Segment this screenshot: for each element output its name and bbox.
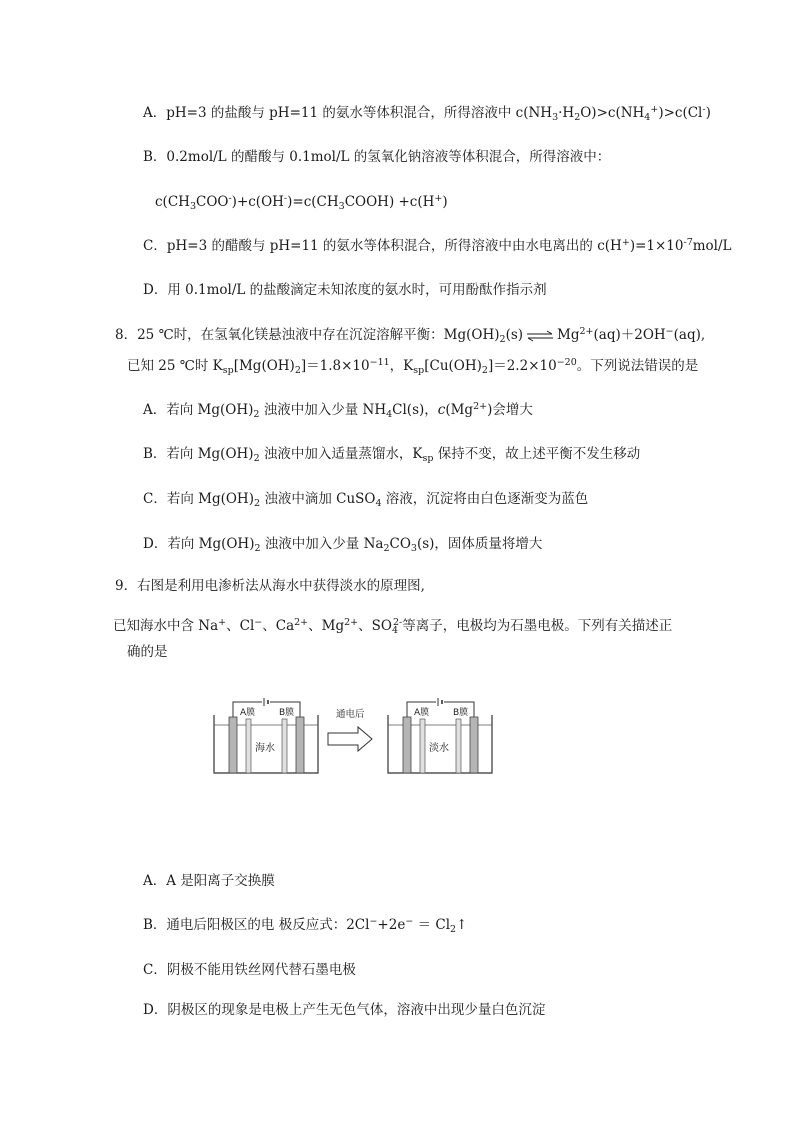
right-liquid-label: 淡水: [429, 743, 449, 754]
electrodialysis-diagram: [210, 695, 510, 779]
right-tank: [388, 698, 492, 773]
q7-option-b: B．0.2mol/L 的醋酸与 0.1mol/L 的氢氧化钠溶液等体积混合，所得溶液中：: [143, 149, 611, 165]
q8-stem-line2: 已知 25 ℃时 $K_{sp}[Mg(OH)_2]=1.8\times 10^{-11}$，$K_{sp}[Cu(OH)_2]=2.2\times 10^{-20}$。下列说法错误的是: [127, 357, 699, 376]
q9-option-d: D．阴极区的现象是电极上产生无色气体，溶液中出现少量白色沉淀: [143, 1002, 546, 1018]
arrow-label: 通电后: [336, 709, 365, 720]
left-membrane-b-label: B膜: [279, 708, 295, 718]
q7-option-b-equation: $c(CH_3COO^-)+c(OH^-)=c(CH_3COOH) +c(H^+)$: [155, 193, 448, 212]
left-membrane-a-label: A膜: [240, 708, 256, 718]
right-membrane-a-label: A膜: [414, 708, 430, 718]
q8-option-b: B．若向 $Mg(OH)_2$ 浊液中加入适量蒸馏水，$K_{sp}$ 保持不变，故上述平衡不发生移动: [143, 446, 641, 464]
equilibrium-arrow-icon: [525, 330, 555, 342]
q8-option-c: C．若向 $Mg(OH)_2$ 浊液中滴加 CuSO$_4$ 溶液，沉淀将由白色逐渐变为蓝色: [143, 491, 589, 509]
left-tank: [214, 698, 318, 773]
q8-option-d: D．若向 $Mg(OH)_2$ 浊液中加入少量 $Na_2CO_3(s)$，固体质量将增大: [143, 536, 543, 554]
q8-option-a: A．若向 $Mg(OH)_2$ 浊液中加入少量 $NH_4Cl(s)$，$c(Mg^{2+})$会增大: [143, 401, 533, 420]
q7-option-d: D．用 0.1mol/L 的盐酸滴定未知浓度的氨水时，可用酚酞作指示剂: [143, 282, 547, 298]
q9-option-a: A．A 是阳离子交换膜: [143, 873, 275, 889]
left-liquid-label: 海水: [255, 743, 275, 754]
q7-option-c: C．pH=3 的醋酸与 pH=11 的氨水等体积混合，所得溶液中由水电离出的 $c(H^+)=1\times 10^{-7}mol/L$: [143, 237, 732, 254]
q9-stem-line2: 已知海水中含 Na+、Cl−、$Ca^{2+}$、$Mg^{2+}$、$SO_4^{2-}$等离子，电极均为石墨电极。下列有关描述正: [113, 617, 673, 636]
process-arrow: [328, 708, 372, 751]
q9-stem-line3: 确的是: [127, 644, 168, 660]
q8-stem-line1: 8．25 ℃时，在氢氧化镁悬浊液中存在沉淀溶解平衡：$Mg(OH)_2(s)$ $Mg^{2+}(aq)+2OH^-(aq)$,: [115, 326, 706, 345]
right-membrane-b-label: B膜: [453, 708, 469, 718]
q9-option-b: B．通电后阳极区的电 极反应式：$2Cl^-+2e^- = Cl_2↑$: [143, 916, 468, 935]
q9-stem-line1: 9．右图是利用电渗析法从海水中获得淡水的原理图,: [115, 578, 425, 594]
q7-option-a: A．pH=3 的盐酸与 pH=11 的氨水等体积混合，所得溶液中 $c(NH_3\cdot H_2O)>c(NH_4^+)>c(Cl^-)$: [143, 104, 711, 123]
q9-option-c: C．阴极不能用铁丝网代替石墨电极: [143, 962, 356, 978]
